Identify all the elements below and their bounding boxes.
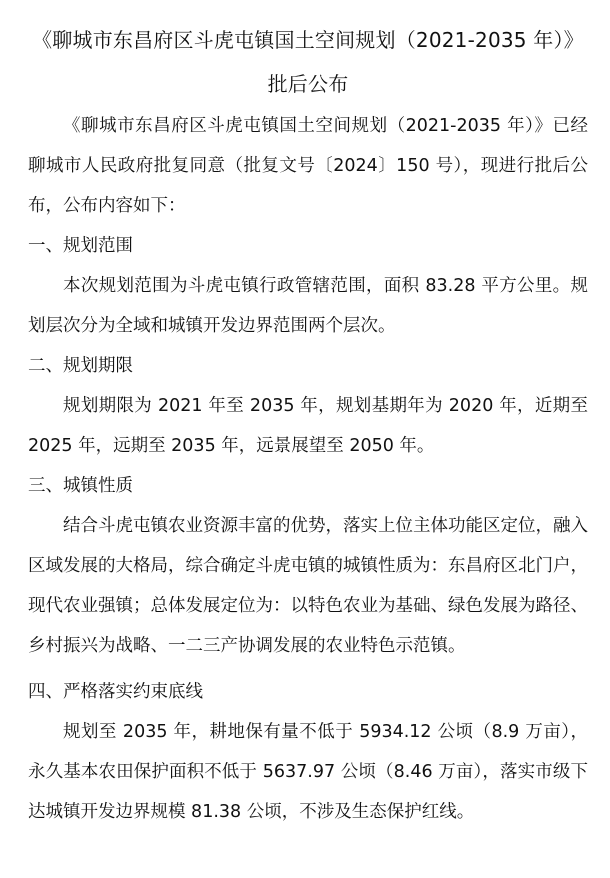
section-heading-scope: 一、规划范围 xyxy=(28,236,133,256)
title-line-1: 《聊城市东昌府区斗虎屯镇国土空间规划（2021-2035 年）》 xyxy=(32,28,584,52)
section-body-constraints: 规划至 2035 年，耕地保有量不低于 5934.12 公顷（8.9 万亩），永久基本农田保护面积不低于 5637.97 公顷（8.46 万亩），落实市级下达城镇开发边界规模 81.38 公顷，不涉及生态保护红线。 xyxy=(28,722,588,822)
section-heading-constraints: 四、严格落实约束底线 xyxy=(28,682,203,702)
document-title xyxy=(28,18,588,106)
section-heading-nature: 三、城镇性质 xyxy=(28,476,133,496)
intro-paragraph: 《聊城市东昌府区斗虎屯镇国土空间规划（2021-2035 年）》已经聊城市人民政府批复同意（批复文号〔2024〕150 号），现进行批后公布，公布内容如下： xyxy=(28,116,588,216)
section-body-nature: 结合斗虎屯镇农业资源丰富的优势，落实上位主体功能区定位，融入区域发展的大格局，综合确定斗虎屯镇的城镇性质为：东昌府区北门户，现代农业强镇；总体发展定位为：以特色农业为基础、绿色发展为路径、乡村振兴为战略、一二三产协调发展的农业特色示范镇。 xyxy=(28,516,588,656)
section-body-period: 规划期限为 2021 年至 2035 年，规划基期年为 2020 年，近期至 2025 年，远期至 2035 年，远景展望至 2050 年。 xyxy=(28,396,588,456)
section-heading-period: 二、规划期限 xyxy=(28,356,133,376)
section-body-scope: 本次规划范围为斗虎屯镇行政管辖范围，面积 83.28 平方公里。规划层次分为全域和城镇开发边界范围两个层次。 xyxy=(28,276,588,336)
title-line-2: 批后公布 xyxy=(267,72,349,96)
